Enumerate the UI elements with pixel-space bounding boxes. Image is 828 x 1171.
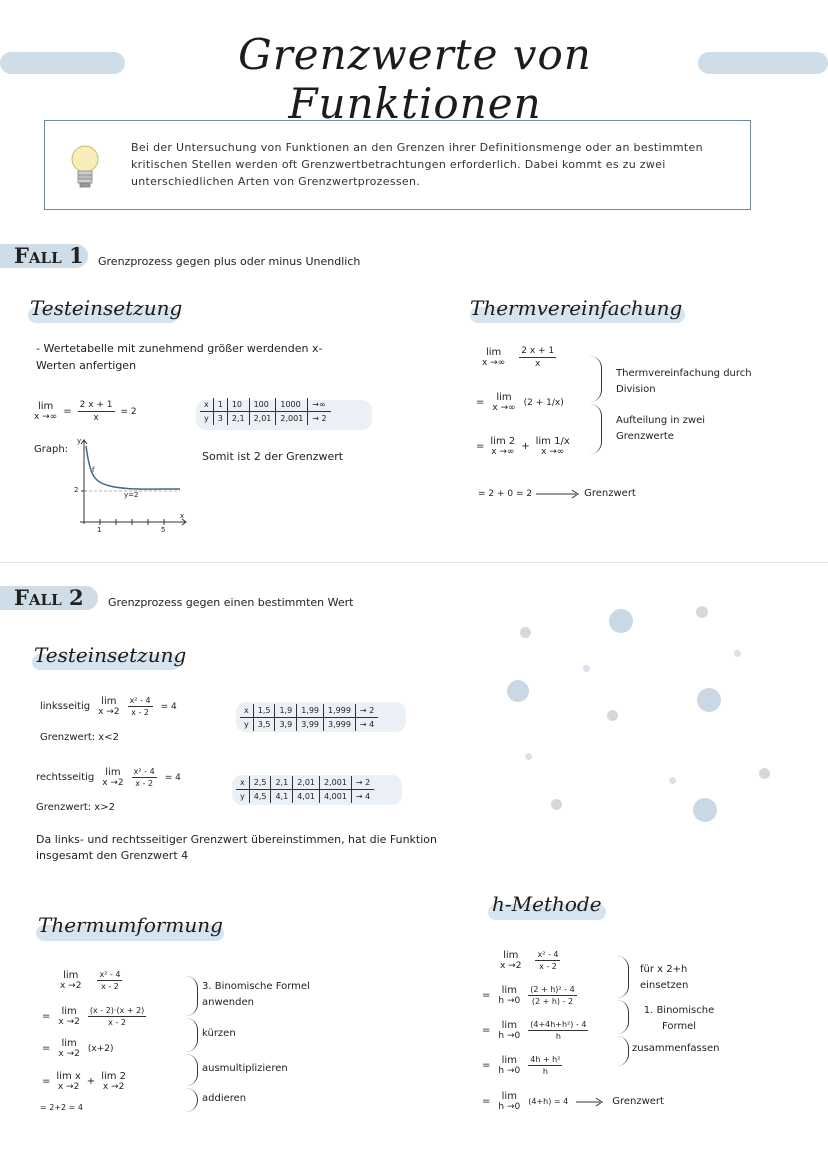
- hmethode-step-5: [482, 1091, 664, 1112]
- equals-sign: =: [42, 1076, 51, 1087]
- table-cell: y: [204, 414, 209, 423]
- table-cell: 3,99: [297, 718, 324, 732]
- title-bar-left: [0, 52, 125, 74]
- graph-y-axis-label: y: [77, 437, 82, 445]
- decorative-dot: [734, 650, 741, 657]
- lim-sub: x →∞: [34, 412, 58, 422]
- table-cell: 2,01: [249, 412, 276, 426]
- equals-sign: =: [476, 397, 485, 408]
- table-cell: 2,1: [227, 412, 249, 426]
- plus-sign: +: [521, 441, 530, 452]
- table-row: [240, 718, 378, 732]
- simplification-step-1: [482, 346, 556, 369]
- intro-box: [44, 120, 751, 210]
- note-ausmultiplizieren: ausmultiplizieren: [202, 1063, 288, 1074]
- simplified-term: (x+2): [87, 1043, 114, 1054]
- hmethode-step-2: [482, 985, 577, 1006]
- umformung-step-3: [42, 1038, 113, 1059]
- equals-sign: =: [42, 1043, 51, 1054]
- grenzwert-links: Grenzwert: x<2: [40, 732, 119, 743]
- intro-text: Bei der Untersuchung von Funktionen an den Grenzen ihrer Definitionsmenge oder an bestimmten kritischen Stellen werden oft Grenzwertbetrachtungen erforderlich. Dabei kommt es zu zwei unterschiedlichen Arten von Grenzwertprozessen.: [131, 141, 703, 188]
- brace-shape: [617, 956, 629, 998]
- fraction-denominator: x - 2: [101, 982, 119, 991]
- fraction-numerator: (4+4h+h²) - 4: [530, 1020, 587, 1029]
- lim-sub: h →0: [498, 996, 521, 1006]
- fall1-conclusion: Somit ist 2 der Grenzwert: [202, 450, 344, 463]
- table-cell: 10: [227, 398, 249, 412]
- left-limit-expression: [40, 696, 177, 717]
- value-table-links: [240, 704, 378, 731]
- hmethode-step-4: [482, 1055, 562, 1076]
- arrow-right-icon: [536, 489, 580, 499]
- fraction-denominator: x - 2: [135, 779, 154, 788]
- lim-sub: x →∞: [482, 358, 506, 368]
- note-einsetzen: für x 2+h einsetzen: [640, 964, 689, 991]
- table-cell: 3,999: [324, 718, 356, 732]
- table-row: [240, 704, 378, 718]
- table-cell: → 2: [351, 776, 374, 790]
- limit-result: = 4: [164, 772, 181, 783]
- decorative-dot: [607, 710, 618, 721]
- brace-shape: [186, 976, 198, 1016]
- fall2-subtitle: Grenzprozess gegen einen bestimmten Wert: [108, 596, 354, 609]
- testeinsetzung2-heading: Testeinsetzung: [34, 643, 187, 667]
- table-cell: 2,1: [271, 776, 293, 790]
- fraction-denominator: x - 2: [131, 708, 149, 717]
- note-thermvereinfachung: Thermvereinfachung durch Division: [616, 368, 752, 395]
- note-binomisch-h: 1. Binomische Formel: [643, 1005, 715, 1032]
- graph-x-axis-label: x: [180, 512, 185, 520]
- lim-sub: x →2: [60, 981, 82, 991]
- equals-sign: =: [42, 1011, 51, 1022]
- lim-label: lim: [105, 767, 121, 778]
- table-cell: 2,5: [249, 776, 271, 790]
- grenzwert-rechts: Grenzwert: x>2: [36, 802, 115, 813]
- fraction-numerator: (2 + h)² - 4: [530, 985, 575, 994]
- simplified-term: (4+h) = 4: [528, 1097, 569, 1106]
- thermumformung-heading: Thermumformung: [38, 913, 223, 937]
- note-binomisch: 3. Binomische Formel anwenden: [202, 981, 310, 1008]
- table-cell: x: [240, 704, 253, 718]
- table-cell: 1000: [276, 398, 308, 412]
- lim-sub: h →0: [498, 1066, 521, 1076]
- note-addieren: addieren: [202, 1093, 247, 1104]
- table-cell: 1,9: [275, 704, 297, 718]
- table-row: [236, 790, 374, 804]
- lim-sub: x →∞: [492, 403, 516, 413]
- umformung-step-2: [42, 1006, 146, 1027]
- table-cell: y: [244, 720, 249, 729]
- links-label: linksseitig: [40, 701, 91, 712]
- umformung-step-4: [42, 1071, 126, 1092]
- lim-sub: x →2: [102, 778, 124, 788]
- fall1-label: Fall 1: [14, 243, 84, 268]
- note-aufteilung: Aufteilung in zwei Grenzwerte: [616, 415, 706, 442]
- table-cell: 100: [249, 398, 276, 412]
- brace-shape: [186, 1018, 198, 1052]
- table-cell: 2,001: [320, 776, 352, 790]
- lim-sub: x →2: [500, 961, 522, 971]
- lim-sub: x →2: [57, 1082, 80, 1092]
- value-table-rechts: [236, 776, 374, 803]
- lim-label: lim 2: [490, 436, 516, 447]
- equals-sign: =: [482, 1096, 491, 1107]
- table-cell: 4,5: [249, 790, 271, 804]
- value-table-fall1: [200, 398, 331, 425]
- thermvereinfachung-heading: Thermvereinfachung: [470, 296, 683, 320]
- lim-label: lim: [496, 392, 512, 403]
- limit-result: = 4: [160, 701, 177, 712]
- fraction-numerator: 4h + h²: [530, 1055, 561, 1064]
- lim-sub: x →∞: [541, 447, 565, 457]
- table-cell: y: [240, 792, 245, 801]
- lightbulb-icon: [67, 143, 103, 195]
- testeinsetzung-desc: - Wertetabelle mit zunehmend größer werdenden x-Werten anfertigen: [36, 342, 323, 372]
- equals-sign: =: [482, 1060, 491, 1071]
- fraction-numerator: x² - 4: [537, 950, 559, 959]
- fraction-denominator: (2 + h) - 2: [531, 997, 574, 1006]
- fraction-numerator: 2 x + 1: [521, 346, 555, 356]
- testeinsetzung-heading: Testeinsetzung: [30, 296, 183, 320]
- result-label: Grenzwert: [584, 488, 636, 499]
- graph-f-label: f: [92, 466, 95, 474]
- final-result: = 2 + 0 = 2: [478, 488, 533, 499]
- table-cell: 2,001: [276, 412, 308, 426]
- result-label: Grenzwert: [612, 1096, 664, 1107]
- table-cell: 3,9: [275, 718, 297, 732]
- table-cell: 1: [213, 398, 227, 412]
- table-cell: x: [236, 776, 249, 790]
- table-row: [200, 398, 331, 412]
- lim-label: lim: [501, 1055, 517, 1066]
- note-kuerzen: kürzen: [202, 1028, 236, 1039]
- simplification-final: [478, 488, 636, 499]
- table-cell: 3: [213, 412, 227, 426]
- fraction-denominator: x: [535, 359, 541, 369]
- decorative-dot: [525, 753, 532, 760]
- lim-sub: x →2: [98, 707, 120, 717]
- limit-expression: [34, 400, 137, 423]
- brace-shape: [186, 1054, 198, 1086]
- graph-y-tick: 2: [74, 486, 79, 494]
- decorative-dot: [669, 777, 676, 784]
- fraction-numerator: x² - 4: [99, 970, 121, 979]
- decorative-dot: [693, 798, 717, 822]
- decorative-dot: [696, 606, 708, 618]
- fraction-numerator: 2 x + 1: [79, 400, 113, 410]
- equals-sign: =: [476, 441, 485, 452]
- equals-sign: =: [63, 406, 72, 417]
- table-cell: → 4: [355, 718, 378, 732]
- hmethode-heading: h-Methode: [492, 892, 602, 916]
- lim-label: lim: [501, 985, 517, 996]
- hmethode-step-1: [500, 950, 560, 971]
- table-cell: 4,1: [271, 790, 293, 804]
- simplification-step-3: [476, 436, 570, 457]
- lim-sub: x →∞: [491, 447, 515, 457]
- lim-label: lim: [101, 696, 117, 707]
- lim-sub: h →0: [498, 1102, 521, 1112]
- umformung-final: = 2+2 = 4: [40, 1103, 84, 1112]
- graph-asymptote-label: y=2: [124, 491, 139, 499]
- decorative-dot: [759, 768, 770, 779]
- lim-label: lim: [503, 950, 519, 961]
- table-cell: x: [200, 398, 213, 412]
- plus-sign: +: [86, 1076, 96, 1087]
- hmethode-step-3: [482, 1020, 588, 1041]
- decorative-dot: [551, 799, 562, 810]
- fall2-label: Fall 2: [14, 585, 84, 610]
- limit-result: = 2: [120, 406, 137, 417]
- table-cell: 1,99: [297, 704, 324, 718]
- brace-shape: [617, 1000, 629, 1034]
- brace-shape: [186, 1088, 198, 1112]
- table-cell: → 2: [308, 412, 331, 426]
- table-row: [236, 776, 374, 790]
- fraction-numerator: (x - 2)·(x + 2): [89, 1006, 145, 1015]
- fraction-denominator: x - 2: [108, 1018, 126, 1027]
- brace-shape: [590, 356, 602, 402]
- lim-label: lim: [501, 1091, 517, 1102]
- table-cell: 4,01: [293, 790, 320, 804]
- lim-label: lim: [501, 1020, 517, 1031]
- fraction-numerator: x² - 4: [129, 696, 151, 705]
- fraction-denominator: x - 2: [539, 962, 557, 971]
- function-graph: [70, 436, 190, 536]
- equals-sign: =: [482, 1025, 491, 1036]
- lim-label: lim: [61, 1006, 77, 1017]
- decorative-dot: [697, 688, 721, 712]
- fraction-denominator: x: [93, 413, 99, 423]
- fall1-subtitle: Grenzprozess gegen plus oder minus Unendlich: [98, 255, 361, 268]
- brace-shape: [617, 1036, 629, 1066]
- table-cell: 4,001: [320, 790, 352, 804]
- decorative-dot: [520, 627, 531, 638]
- equals-sign: =: [482, 990, 491, 1001]
- graph-x-tick-5: 5: [161, 526, 166, 534]
- fraction-numerator: x² - 4: [133, 767, 155, 776]
- lim-label: lim: [37, 401, 54, 412]
- note-zusammenfassen: zusammenfassen: [632, 1043, 720, 1054]
- decorative-dot: [609, 609, 633, 633]
- graph-x-tick-1: 1: [97, 526, 102, 534]
- lim-label: lim: [63, 970, 79, 981]
- fall2-summary: Da links- und rechtsseitiger Grenzwert übereinstimmen, hat die Funktion insgesamt den Grenzwert 4: [36, 833, 437, 862]
- decorative-dot: [507, 680, 529, 702]
- graph-label: Graph:: [34, 444, 69, 455]
- title-bar-right: [698, 52, 828, 74]
- fraction-denominator: h: [542, 1067, 548, 1076]
- table-cell: 3,5: [253, 718, 275, 732]
- lim-sub: x →2: [102, 1082, 125, 1092]
- lim-label: lim 2: [101, 1071, 127, 1082]
- fraction-denominator: h: [555, 1032, 561, 1041]
- rechts-label: rechtsseitig: [36, 772, 95, 783]
- table-cell: → 2: [355, 704, 378, 718]
- right-limit-expression: [36, 767, 181, 788]
- section-divider: [0, 562, 828, 563]
- lim-label: lim: [61, 1038, 77, 1049]
- brace-shape: [590, 404, 602, 454]
- lim-sub: h →0: [498, 1031, 521, 1041]
- table-cell: 1,999: [324, 704, 356, 718]
- lim-label: lim x: [56, 1071, 81, 1082]
- table-cell: →∞: [308, 398, 331, 412]
- simplified-term: (2 + 1/x): [523, 397, 564, 408]
- lim-label: lim: [485, 347, 502, 358]
- arrow-right-icon: [576, 1097, 604, 1107]
- table-cell: 2,01: [293, 776, 320, 790]
- lim-label: lim 1/x: [535, 436, 570, 447]
- simplification-step-2: [476, 392, 564, 413]
- lim-sub: x →2: [58, 1017, 80, 1027]
- table-row: [200, 412, 331, 426]
- lim-sub: x →2: [58, 1049, 80, 1059]
- page-title: Grenzwerte von Funktionen: [238, 30, 592, 128]
- table-cell: → 4: [351, 790, 374, 804]
- decorative-dot: [583, 665, 590, 672]
- table-cell: 1,5: [253, 704, 275, 718]
- umformung-step-1: [60, 970, 122, 991]
